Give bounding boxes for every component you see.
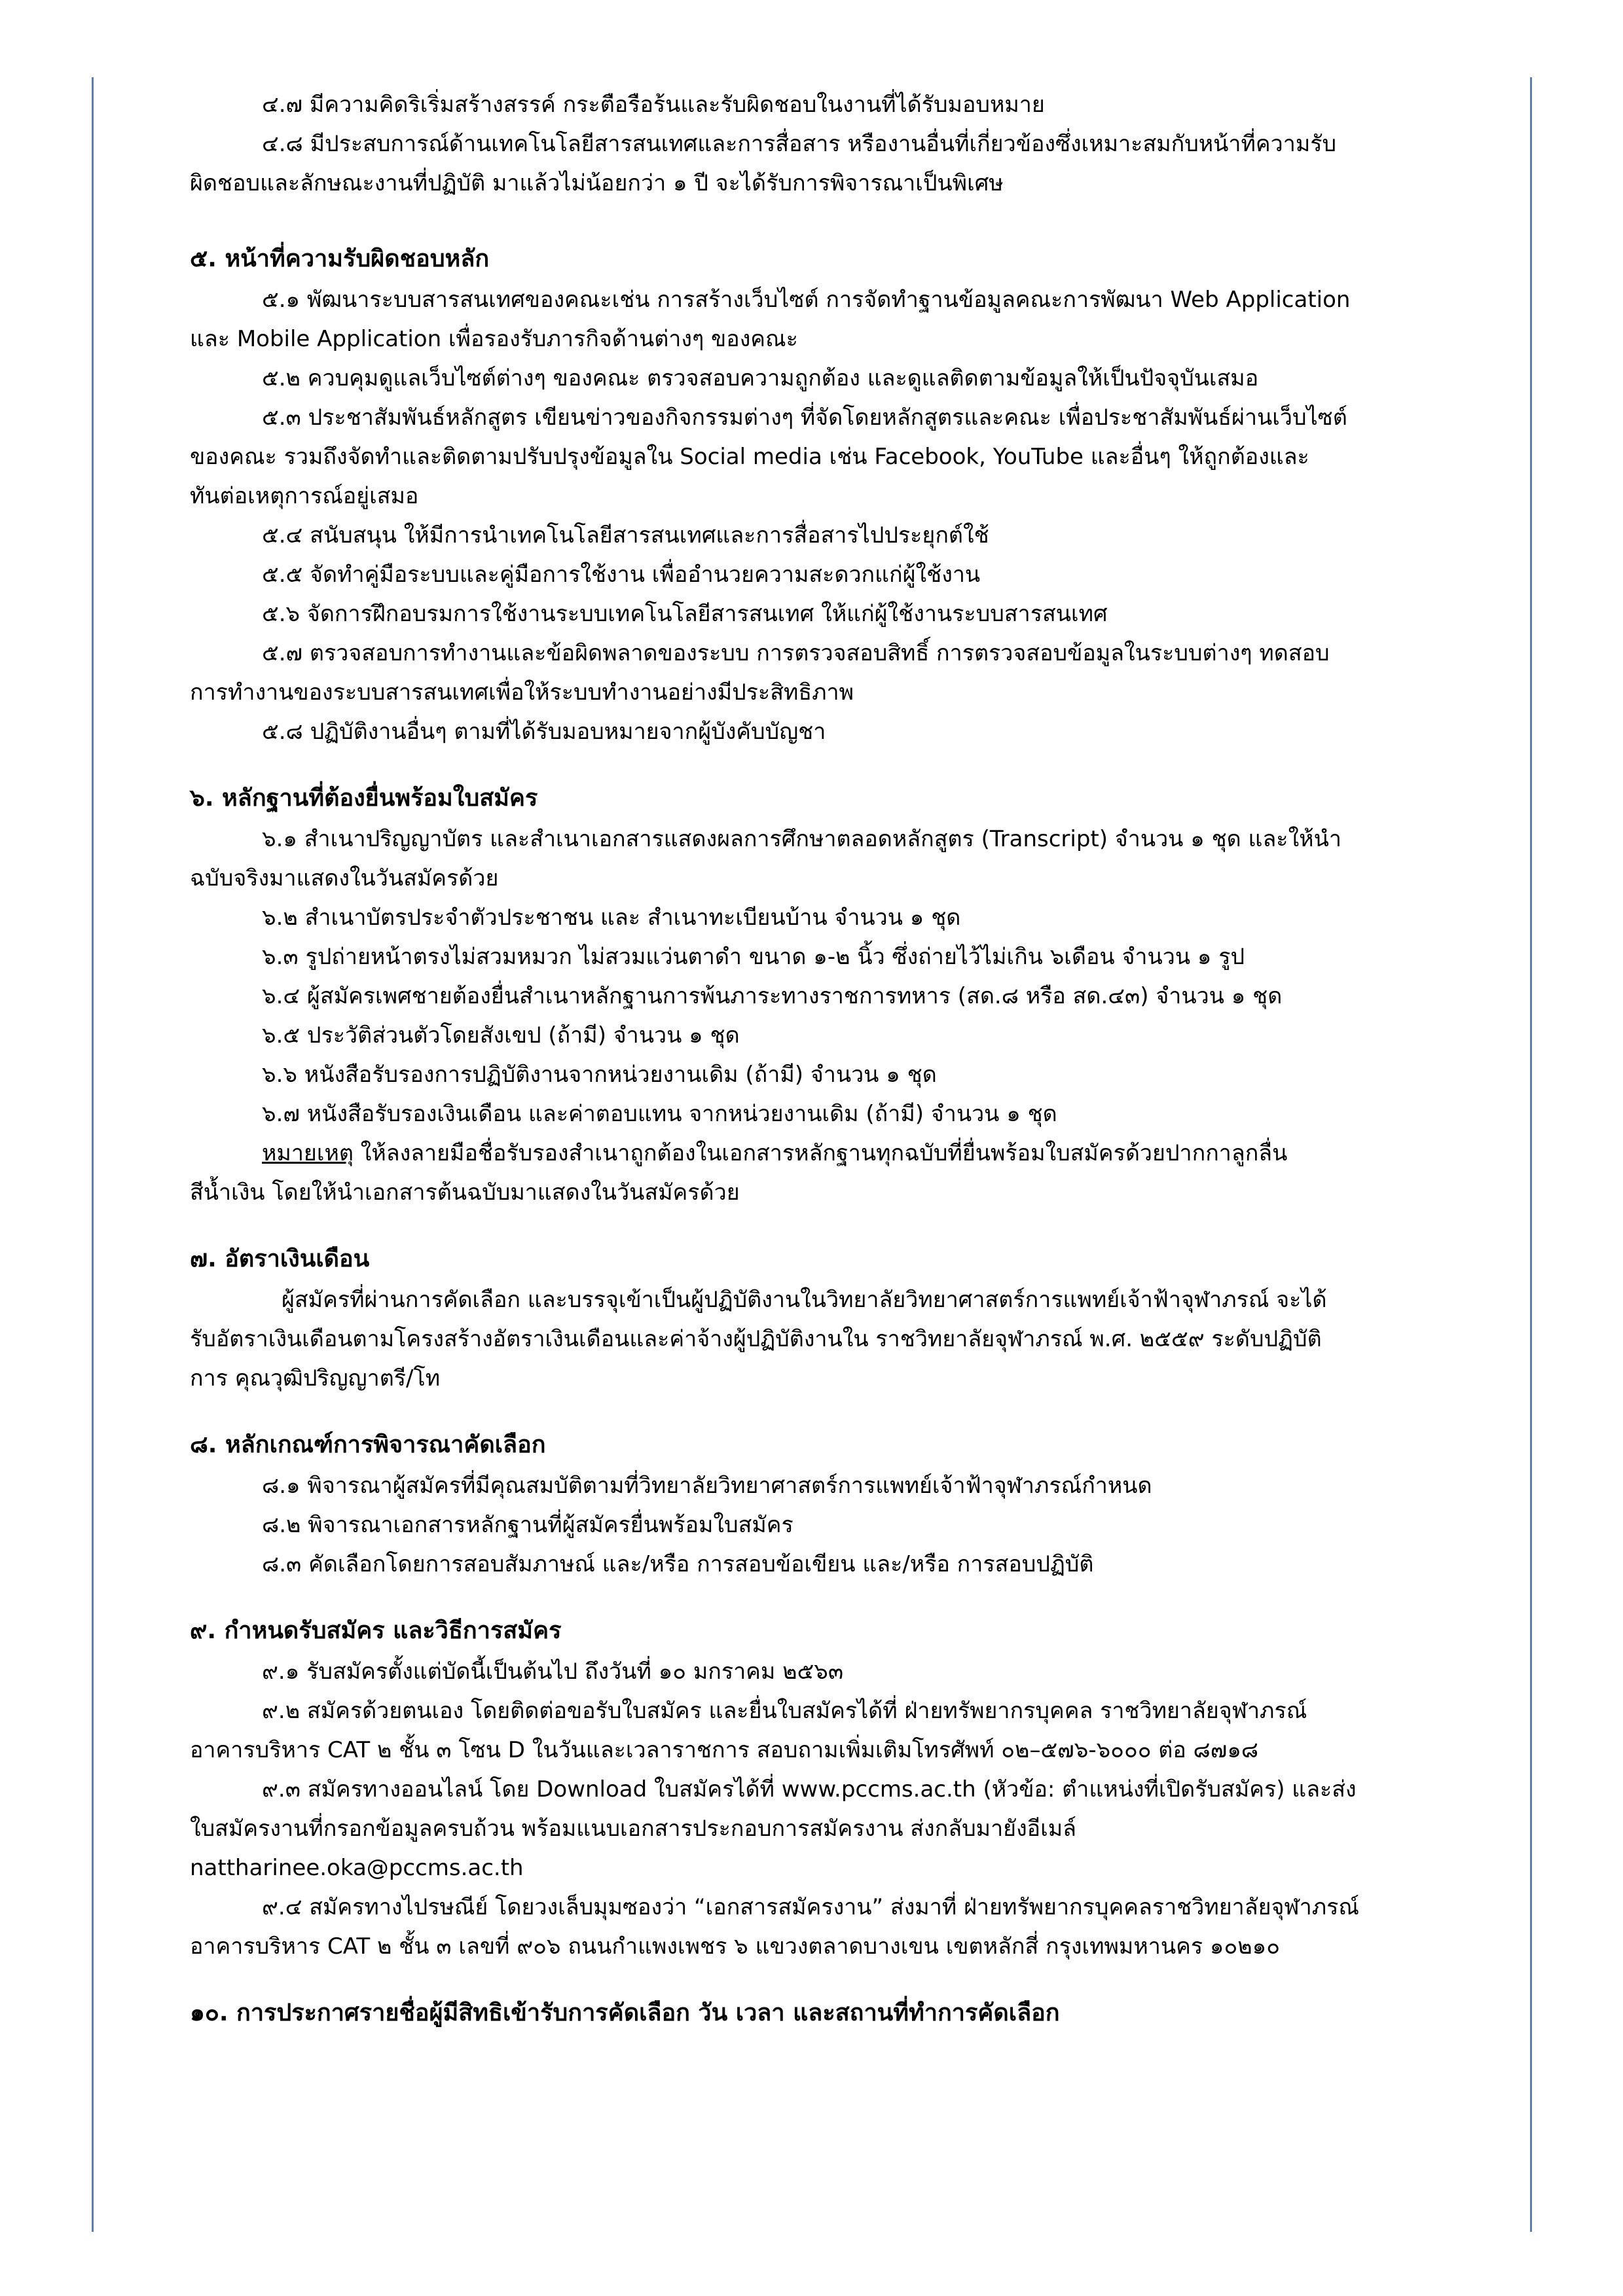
left-margin-rule [92, 77, 94, 2232]
list-item: ๙.๔ สมัครทางไปรษณีย์ โดยวงเล็บมุมซองว่า “เอกสารสมัครงาน” ส่งมาที่ ฝ่ายทรัพยากรบุคคลราชวิทยาลัยจุฬาภรณ์ อาคารบริหาร CAT ๒ ชั้น ๓ เลขที่ ๙๐๖ ถนนกำแพงเพชร ๖ แขวงตลาดบางเขน เขตหลักสี่ กรุงเทพมหานคร ๑๐๒๑๐ [190, 1894, 1359, 1960]
list-item: ๕.๕ จัดทำคู่มือระบบและคู่มือการใช้งาน เพื่ออำนวยความสะดวกแก่ผู้ใช้งาน [262, 562, 981, 588]
list-item: ๕.๒ ควบคุมดูแลเว็บไซต์ต่างๆ ของคณะ ตรวจสอบความถูกต้อง และดูแลติดตามข้อมูลให้เป็นปัจจุบันเสมอ [262, 365, 1259, 391]
list-item: ๔.๘ มีประสบการณ์ด้านเทคโนโลยีสารสนเทศและการสื่อสาร หรืองานอื่นที่เกี่ยวข้องซึ่งเหมาะสมกับหน้าที่ความรับ ผิดชอบและลักษณะงานที่ปฏิบัติ มาแล้วไม่น้อยกว่า ๑ ปี จะได้รับการพิจารณาเป็นพิเศษ [190, 131, 1337, 196]
section-heading: ๘. หลักเกณฑ์การพิจารณาคัดเลือก [190, 1431, 546, 1458]
list-item: ๖.๒ สำเนาบัตรประจำตัวประชาชน และ สำเนาทะเบียนบ้าน จำนวน ๑ ชุด [262, 905, 961, 931]
right-margin-rule [1530, 77, 1532, 2232]
list-item: ๖.๔ ผู้สมัครเพศชายต้องยื่นสำเนาหลักฐานการพ้นภาระทางราชการทหาร (สด.๘ หรือ สด.๔๓) จำนวน ๑ ชุด [262, 983, 1283, 1009]
section-heading: ๗. อัตราเงินเดือน [190, 1246, 370, 1272]
list-item: ๘.๒ พิจารณาเอกสารหลักฐานที่ผู้สมัครยื่นพร้อมใบสมัคร [262, 1512, 793, 1538]
list-item: ๖.๖ หนังสือรับรองการปฏิบัติงานจากหน่วยงานเดิม (ถ้ามี) จำนวน ๑ ชุด [262, 1062, 937, 1088]
section-heading: ๕. หน้าที่ความรับผิดชอบหลัก [190, 245, 490, 272]
list-item: ๕.๑ พัฒนาระบบสารสนเทศของคณะเช่น การสร้างเว็บไซต์ การจัดทำฐานข้อมูลคณะการพัฒนา Web Application และ Mobile Application เพื่อรองรับภารกิจด้านต่างๆ ของคณะ [190, 287, 1351, 352]
list-item: ๘.๑ พิจารณาผู้สมัครที่มีคุณสมบัติตามที่วิทยาลัยวิทยาศาสตร์การแพทย์เจ้าฟ้าจุฬาภรณ์กำหนด [262, 1473, 1152, 1499]
list-item: ๔.๗ มีความคิดริเริ่มสร้างสรรค์ กระตือรือร้นและรับผิดชอบในงานที่ได้รับมอบหมาย [262, 92, 1045, 118]
list-item: ๙.๑ รับสมัครตั้งแต่บัดนี้เป็นต้นไป ถึงวันที่ ๑๐ มกราคม ๒๕๖๓ [262, 1659, 844, 1685]
list-item: ๙.๒ สมัครด้วยตนเอง โดยติดต่อขอรับใบสมัคร และยื่นใบสมัครได้ที่ ฝ่ายทรัพยากรบุคคล ราชวิทยาลัยจุฬาภรณ์ อาคารบริหาร CAT ๒ ชั้น ๓ โซน D ในวันและเวลาราชการ สอบถามเพิ่มเติมโทรศัพท์ ๐๒–๕๗๖-๖๐๐๐ ต่อ ๘๗๑๘ [190, 1698, 1307, 1763]
list-item: ๖.๓ รูปถ่ายหน้าตรงไม่สวมหมวก ไม่สวมแว่นตาดำ ขนาด ๑-๒ นิ้ว ซึ่งถ่ายไว้ไม่เกิน ๖เดือน จำนวน ๑ รูป [262, 944, 1245, 970]
list-item: ๕.๔ สนับสนุน ให้มีการนำเทคโนโลยีสารสนเทศและการสื่อสารไปประยุกต์ใช้ [262, 522, 989, 548]
salary-paragraph: ผู้สมัครที่ผ่านการคัดเลือก และบรรจุเข้าเป็นผู้ปฏิบัติงานในวิทยาลัยวิทยาศาสตร์การแพทย์เจ้าฟ้าจุฬาภรณ์ จะได้ รับอัตราเงินเดือนตามโครงสร้างอัตราเงินเดือนและค่าจ้างผู้ปฏิบัติงานใน ราชวิทยาลัยจุฬาภรณ์ พ.ศ. ๒๕๕๙ ระดับปฏิบัติ การ คุณวุฒิปริญญาตรี/โท [190, 1287, 1327, 1391]
note-paragraph: หมายเหตุ ให้ลงลายมือชื่อรับรองสำเนาถูกต้องในเอกสารหลักฐานทุกฉบับที่ยื่นพร้อมใบสมัครด้วยปากกาลูกลื่น สีน้ำเงิน โดยให้นำเอกสารต้นฉบับมาแสดงในวันสมัครด้วย [190, 1140, 1288, 1206]
list-item: ๘.๓ คัดเลือกโดยการสอบสัมภาษณ์ และ/หรือ การสอบข้อเขียน และ/หรือ การสอบปฏิบัติ [262, 1551, 1094, 1577]
list-item: ๕.๗ ตรวจสอบการทำงานและข้อผิดพลาดของระบบ การตรวจสอบสิทธิ์ การตรวจสอบข้อมูลในระบบต่างๆ ทดสอบ การทำงานของระบบสารสนเทศเพื่อให้ระบบทำงานอย่างมีประสิทธิภาพ [190, 640, 1330, 706]
section-heading: ๖. หลักฐานที่ต้องยื่นพร้อมใบสมัคร [190, 785, 538, 812]
list-item: ๕.๖ จัดการฝึกอบรมการใช้งานระบบเทคโนโลยีสารสนเทศ ให้แก่ผู้ใช้งานระบบสารสนเทศ [262, 601, 1108, 627]
email-address: nattharinee.oka@pccms.ac.th [190, 1855, 524, 1881]
list-item: ๖.๗ หนังสือรับรองเงินเดือน และค่าตอบแทน จากหน่วยงานเดิม (ถ้ามี) จำนวน ๑ ชุด [262, 1101, 1057, 1127]
list-item: ๕.๓ ประชาสัมพันธ์หลักสูตร เขียนข่าวของกิจกรรมต่างๆ ที่จัดโดยหลักสูตรและคณะ เพื่อประชาสัมพันธ์ผ่านเว็บไซต์ ของคณะ รวมถึงจัดทำและติดตามปรับปรุงข้อมูลใน Social media เช่น Facebook, YouTube และอื่นๆ ให้ถูกต้องและ ทันต่อเหตุการณ์อยู่เสมอ [190, 404, 1347, 509]
document-body [190, 85, 1427, 2034]
list-item: ๙.๓ สมัครทางออนไลน์ โดย Download ใบสมัครได้ที่ www.pccms.ac.th (หัวข้อ: ตำแหน่งที่เปิดรับสมัคร) และส่ง ใบสมัครงานที่กรอกข้อมูลครบถ้วน พร้อมแนบเอกสารประกอบการสมัครงาน ส่งกลับมายังอีเมล์ nattharinee.oka@pccms.ac.th [262, 1770, 1427, 1888]
list-item: ๕.๘ ปฏิบัติงานอื่นๆ ตามที่ได้รับมอบหมายจากผู้บังคับบัญชา [262, 719, 826, 745]
section-heading: ๑๐. การประกาศรายชื่อผู้มีสิทธิเข้ารับการคัดเลือก วัน เวลา และสถานที่ทำการคัดเลือก [190, 2000, 1060, 2026]
list-item: ๖.๕ ประวัติส่วนตัวโดยสังเขป (ถ้ามี) จำนวน ๑ ชุด [262, 1022, 740, 1049]
section-heading: ๙. กำหนดรับสมัคร และวิธีการสมัคร [190, 1617, 562, 1644]
note-label: หมายเหตุ [262, 1140, 354, 1166]
list-item: ๖.๑ สำเนาปริญญาบัตร และสำเนาเอกสารแสดงผลการศึกษาตลอดหลักสูตร (Transcript) จำนวน ๑ ชุด และให้นำ ฉบับจริงมาแสดงในวันสมัครด้วย [190, 826, 1341, 891]
